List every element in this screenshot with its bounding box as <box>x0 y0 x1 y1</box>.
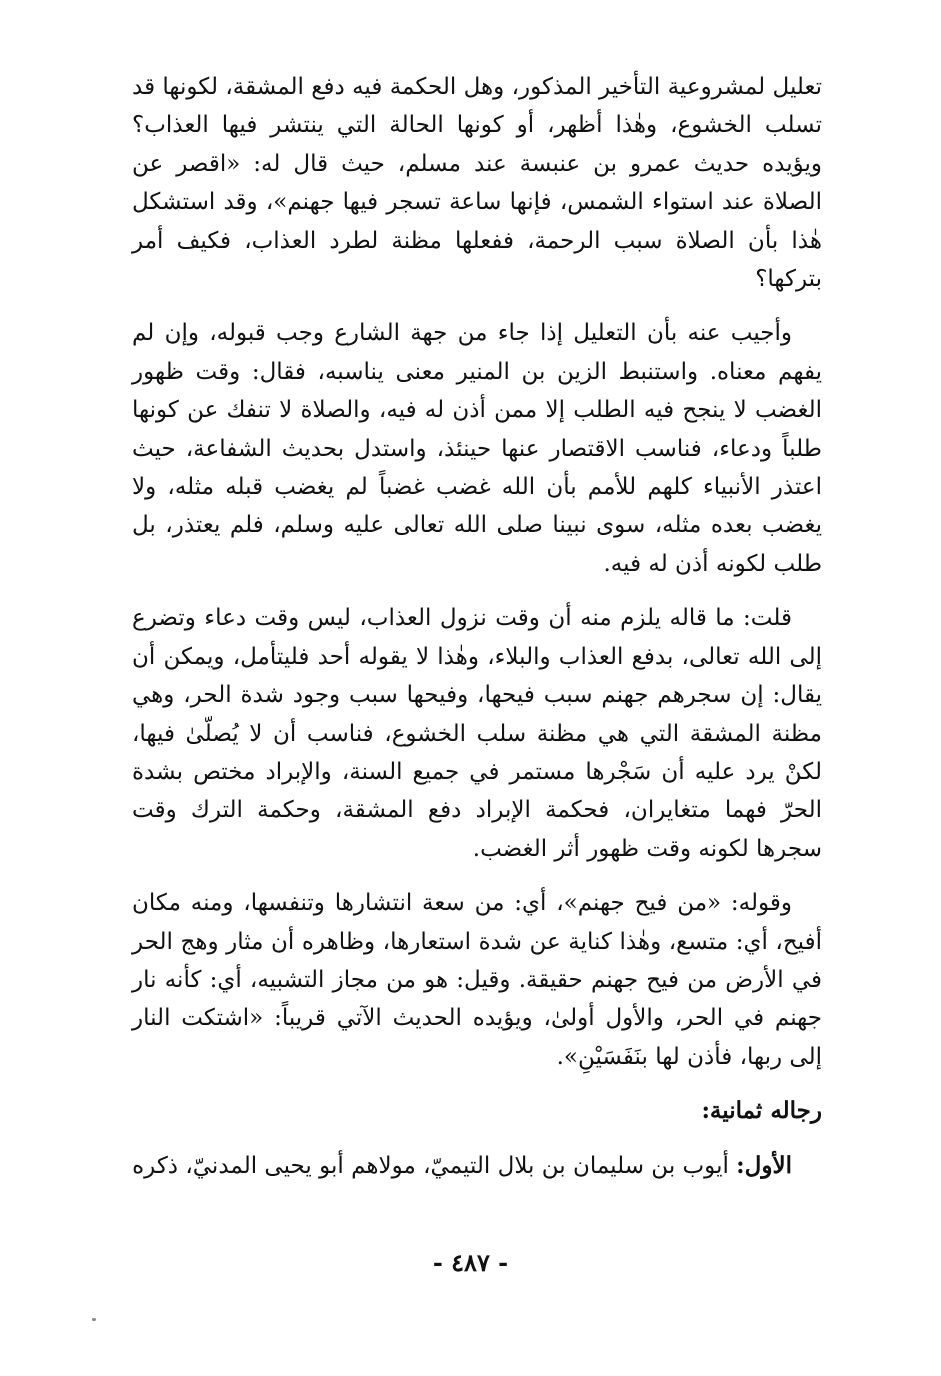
paragraph-3: قلت: ما قاله يلزم منه أن وقت نزول العذاب، ليس وقت دعاء وتضرع إلى الله تعالى، بدفع العذاب والبلاء، وهٰذا لا يقوله أحد فليتأمل، ويمكن أن يقال: إن سجرهم جهنم سبب فيحها، وفيحها سبب وجود شدة الحر، وهي مظنة المشقة التي هي مظنة سلب الخشوع، فناسب أن لا يُصلّىٰ فيها، لكنْ يرد عليه أن سَجْرها مستمر في جميع السنة، والإبراد مختص بشدة الحرّ فهما متغايران، فحكمة الإبراد دفع المشقة، وحكمة الترك وقت سجرها لكونه وقت ظهور أثر الغضب. <box>132 605 822 862</box>
paragraph-4: وقوله: «من فيح جهنم»، أي: من سعة انتشارها وتنفسها، ومنه مكان أفيح، أي: متسع، وهٰذا كناية عن شدة استعارها، وظاهره أن مثار وهج الحر في الأرض من فيح جهنم حقيقة. وقيل: هو من مجاز التشبيه، أي: كأنه نار جهنم في الحر، والأول أولىٰ، ويؤيده الحديث الآتي قريباً: «اشتكت النار إلى ربها، فأذن لها بنَفَسَيْنِ». <box>132 890 822 1070</box>
narrator-ordinal-label: الأول: <box>736 1151 792 1179</box>
narrator-first-text: أيوب بن سليمان بن بلال التيميّ، مولاهم أبو يحيى المدنيّ، ذكره <box>132 1152 737 1179</box>
page-number: - ٤٨٧ - <box>432 1248 509 1277</box>
page-body-text <box>132 68 822 1185</box>
narrator-first-line <box>132 1147 822 1185</box>
paragraph-2: وأجيب عنه بأن التعليل إذا جاء من جهة الشارع وجب قبوله، وإن لم يفهم معناه. واستنبط الزين بن المنير معنى يناسبه، فقال: وقت ظهور الغضب لا ينجح فيه الطلب إلا ممن أذن له فيه، والصلاة لا تنفك عن كونها طلباً ودعاء، فناسب الاقتصار عنها حينئذ، واستدل بحديث الشفاعة، حيث اعتذر الأنبياء كلهم للأمم بأن الله غضب غضباً لم يغضب قبله مثله، ولا يغضب بعده مثله، سوى نبينا صلى الله تعالى عليه وسلم، فلم يعتذر، بل طلب لكونه أذن له فيه. <box>132 320 822 577</box>
paragraph-1: تعليل لمشروعية التأخير المذكور، وهل الحكمة فيه دفع المشقة، لكونها قد تسلب الخشوع، وهٰذا أظهر، أو كونها الحالة التي ينتشر فيها العذاب؟ ويؤيده حديث عمرو بن عنبسة عند مسلم، حيث قال له: «اقصر عن الصلاة عند استواء الشمس، فإنها ساعة تسجر فيها جهنم»، وقد استشكل هٰذا بأن الصلاة سبب الرحمة، ففعلها مظنة لطرد العذاب، فكيف أمر بتركها؟ <box>132 74 822 293</box>
scan-speck <box>92 1318 96 1321</box>
section-heading: رجاله ثمانية: <box>701 1097 822 1125</box>
